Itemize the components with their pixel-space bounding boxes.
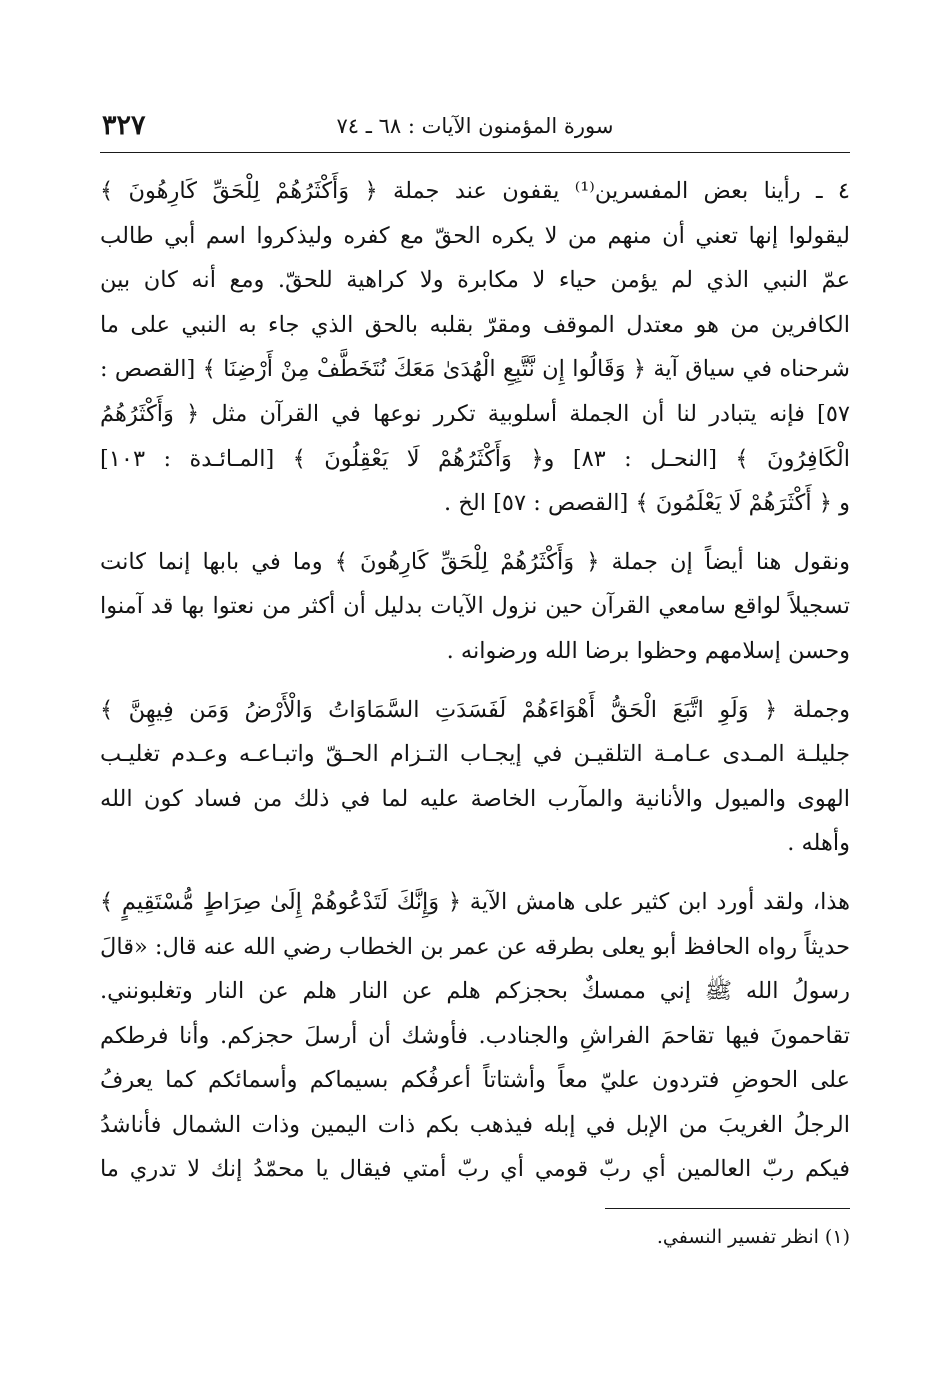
paragraph-2 (100, 540, 850, 674)
text-line: حديثاً رواه الحافظ أبو يعلى بطرقه عن عمر بن الخطاب رضي الله عنه قال: «قالَ (100, 933, 850, 960)
paragraph-3 (100, 688, 850, 866)
text-line: وأهله . (787, 830, 850, 857)
page-body (100, 169, 850, 1192)
text-line: الكافرين من هو معتدل الموقف ومقرّ بقلبه بالحق الذي جاء به النبي على ما (100, 311, 850, 338)
text-line: ونقول هنا أيضاً إن جملة ﴿ وَأَكْثَرُهُمْ لِلْحَقِّ كَارِهُونَ ﴾ وما في بابها إنما كانت (100, 548, 850, 575)
text-line: الْكَافِرُونَ ﴾ [النحـل : ٨٣] و﴿ وَأَكْثَرُهُمْ لَا يَعْقِلُونَ ﴾ [المـائـدة : ١٠٣] (100, 445, 850, 472)
text-line: وجملة ﴿ وَلَوِ اتَّبَعَ الْحَقُّ أَهْوَاءَهُمْ لَفَسَدَتِ السَّمَاوَاتُ وَالْأَرْضُ وَمَن فِيهِنَّ ﴾ (100, 696, 850, 723)
text-line: ٤ ـ رأينا بعض المفسرين⁽¹⁾ يقفون عند جملة ﴿ وَأَكْثَرُهُمْ لِلْحَقِّ كَارِهُونَ ﴾ (100, 178, 850, 204)
text-line: ٥٧] فإنه يتبادر لنا أن الجملة أسلوبية تكرر نوعها في القرآن مثل ﴿ وَأَكْثَرُهُمُ (100, 400, 850, 427)
paragraph-4 (100, 880, 850, 1192)
footnote: (١) انظر تفسير النسفي. (656, 1226, 850, 1248)
text-line: الرجلُ الغريبَ من الإبل في إبله فيذهب بكم ذات اليمين وذات الشمال فأناشدُ (100, 1111, 850, 1138)
text-line: شرحناه في سياق آية ﴿ وَقَالُوا إِن نَّتَّبِعِ الْهُدَىٰ مَعَكَ نُتَخَطَّفْ مِنْ أَرْضِنَا ﴾ [القصص : (100, 356, 850, 383)
text-line: فيكم ربّ العالمين أي ربّ قومي أي ربّ أمتي فيقال يا محمّدُ إنك لا تدري ما (100, 1156, 850, 1183)
footnote-separator (605, 1208, 850, 1209)
text-line: عمّ النبي الذي لم يؤمن حياء لا مكابرة ولا كراهية للحقّ. ومع أنه كان بين (100, 267, 850, 294)
text-line: و ﴿ أَكْثَرَهُمْ لَا يَعْلَمُونَ ﴾ [القصص : ٥٧] الخ . (444, 490, 850, 517)
page-number: ٣٢٧ (102, 110, 146, 141)
text-line: على الحوضِ فتردون عليّ معاً وأشتاتاً أعرفُكم بسيماكم وأسمائكم كما يعرفُ (100, 1067, 850, 1094)
text-line: الهوى والميول والأنانية والمآرب الخاصة عليه لما في ذلك من فساد كون الله (100, 785, 850, 812)
page (100, 108, 850, 1248)
paragraph-1 (100, 169, 850, 526)
text-line: جليلـة المـدى عـامـة التلقيـن في إيجـاب التـزام الحـقّ واتبـاعـه وعـدم تغليـب (100, 741, 850, 768)
text-line: ليقولوا إنها تعني أن منهم من لا يكره الحقّ مع كفره وليذكروا اسم أبي طالب (100, 222, 850, 249)
running-title: سورة المؤمنون الآيات : ٦٨ ـ ٧٤ (336, 114, 614, 138)
text-line: تسجيلاً لواقع سامعي القرآن حين نزول الآيات بدليل أن أكثر من نعتوا بها قد آمنوا (100, 593, 850, 620)
text-line: رسولُ الله ﷺ إني ممسكٌ بحجزكم هلم عن النار هلم عن النار وتغلبونني. (100, 978, 850, 1005)
text-line: تقاحمونَ فيها تقاحمَ الفراشِ والجنادب. فأوشك أن أرسلَ حجزكم. وأنا فرطكم (100, 1022, 850, 1049)
text-line: وحسن إسلامهم وحظوا برضا الله ورضوانه . (446, 637, 850, 664)
text-line: هذا، ولقد أورد ابن كثير على هامش الآية ﴿ وَإِنَّكَ لَتَدْعُوهُمْ إِلَىٰ صِرَاطٍ مُّسْتَقِيمٍ ﴾ (100, 888, 850, 915)
page-header (100, 108, 850, 153)
